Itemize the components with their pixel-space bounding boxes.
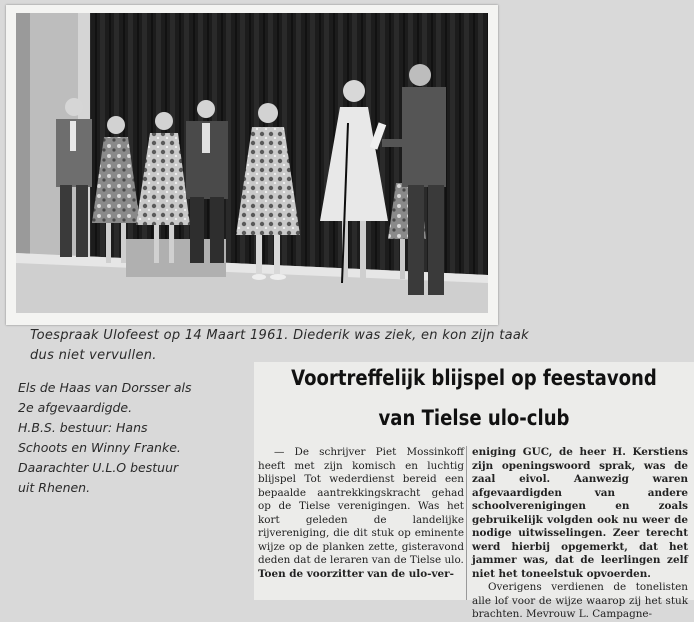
note-line: Schoots en Winny Franke. [18, 440, 181, 455]
column-divider [466, 446, 467, 600]
newspaper-clipping [254, 362, 694, 620]
caption-line-1: Toespraak Ulofeest op 14 Maart 1961. Diederik was ziek, en kon zijn taak [30, 328, 530, 343]
handwritten-notes [18, 378, 246, 498]
article-paragraph-closing: Toen de voorzitter van de ulo-ver- [258, 567, 454, 580]
note-line: 2e afgevaardigde. [18, 400, 133, 415]
stage-scene [16, 13, 488, 313]
article-paragraph: Overigens verdienen de tonelisten alle lof voor de wijze waarop zij het stuk brachten. Mevrouw L. Campagne- [472, 581, 688, 620]
note-line: Daarachter U.L.O bestuur [18, 460, 179, 475]
caption-line-2: dus niet vervullen. [30, 348, 157, 363]
article-paragraph: eniging GUC, de heer H. Kerstiens zijn openingswoord sprak, was de zaal eivol. Aanwezig waren afgevaardigden van andere schoolverenigingen en zoals gebruikelijk volgden ook nu weer de nodige uitwisselingen. Zeer terecht werd hierbij opgemerkt, dat het jammer was, dat de leerlingen zelf niet het toneelstuk opvoerden. [472, 446, 688, 580]
note-line: uit Rhenen. [18, 480, 91, 495]
headline-line-1: Voortreffelijk blijspel op feestavond [291, 366, 657, 390]
photo-frame [6, 5, 498, 325]
note-line: Els de Haas van Dorsser als [18, 380, 192, 395]
note-line: H.B.S. bestuur: Hans [18, 420, 148, 435]
headline-line-2: van Tielse ulo-club [378, 406, 570, 430]
article-column-right [472, 446, 688, 622]
article-column-left [258, 446, 464, 581]
stage-photo [16, 13, 488, 313]
article-paragraph: — De schrijver Piet Mossinkoff heeft met zijn komisch en luchtig blijspel Tot wederdienst bereid een bepaalde aantrekkingskracht gehad op de Tielse verenigingen. Was het kort geleden de landelijke rijvereniging, die dit stuk op eminente wijze op de planken zette, gisteravond deden dat de leraren van de Tielse ulo. [258, 446, 464, 566]
